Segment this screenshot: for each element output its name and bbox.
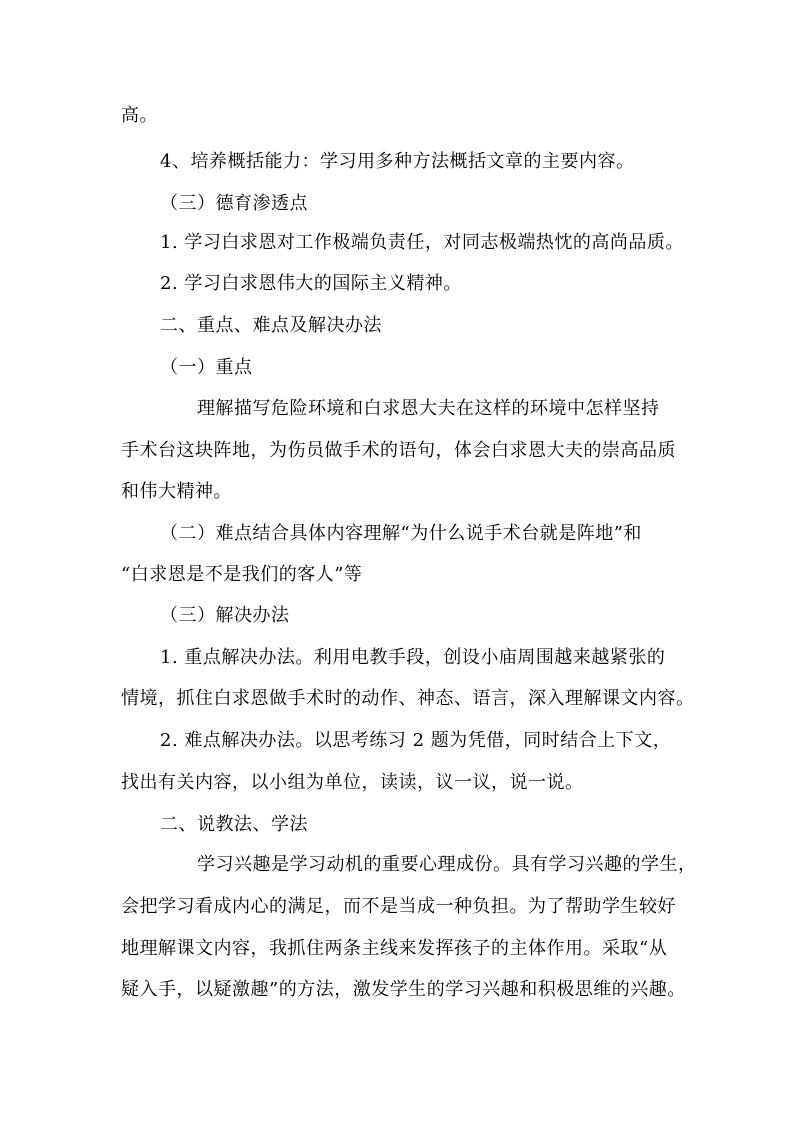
section-heading: 二、重点、难点及解决办法 bbox=[160, 315, 382, 336]
text-line: 地理解课文内容，我抓住两条主线来发挥孩子的主体作用。采取“从 bbox=[121, 938, 668, 959]
section-heading: （一）重点 bbox=[160, 357, 253, 378]
text-line: “白求恩是不是我们的客人”等 bbox=[121, 564, 363, 585]
text-line: 手术台这块阵地，为伤员做手术的语句，体会白求恩大夫的崇高品质 bbox=[121, 440, 676, 461]
section-heading: （三）解决办法 bbox=[160, 605, 290, 626]
text-line: 和伟大精神。 bbox=[121, 481, 232, 502]
text-line: 学习兴趣是学习动机的重要心理成份。具有学习兴趣的学生， bbox=[197, 854, 697, 875]
section-heading: 二、说教法、学法 bbox=[160, 814, 308, 835]
text-line: 1. 重点解决办法。利用电教手段，创设小庙周围越来越紧张的 bbox=[160, 647, 666, 668]
text-line: 2. 难点解决办法。以思考练习 2 题为凭借，同时结合上下文， bbox=[160, 730, 672, 751]
text-line: 4、培养概括能力：学习用多种方法概括文章的主要内容。 bbox=[160, 151, 635, 172]
text-line: 1. 学习白求恩对工作极端负责任，对同志极端热忱的高尚品质。 bbox=[160, 232, 684, 253]
text-line: 找出有关内容，以小组为单位，读读，议一议，说一说。 bbox=[121, 772, 584, 793]
text-line: 理解描写危险环境和白求恩大夫在这样的环境中怎样坚持 bbox=[197, 398, 660, 419]
text-line: （二）难点结合具体内容理解“为什么说手术台就是阵地”和 bbox=[160, 523, 642, 544]
text-line: 会把学习看成内心的满足，而不是当成一种负担。为了帮助学生较好 bbox=[121, 896, 676, 917]
text-line: 疑入手，以疑激趣”的方法，激发学生的学习兴趣和积极思维的兴趣。 bbox=[121, 979, 686, 1000]
text-line: 高。 bbox=[121, 105, 158, 126]
text-line: 情境，抓住白求恩做手术时的动作、神态、语言，深入理解课文内容。 bbox=[121, 688, 695, 709]
text-line: 2. 学习白求恩伟大的国际主义精神。 bbox=[160, 273, 462, 294]
section-heading: （三）德育渗透点 bbox=[160, 193, 308, 214]
